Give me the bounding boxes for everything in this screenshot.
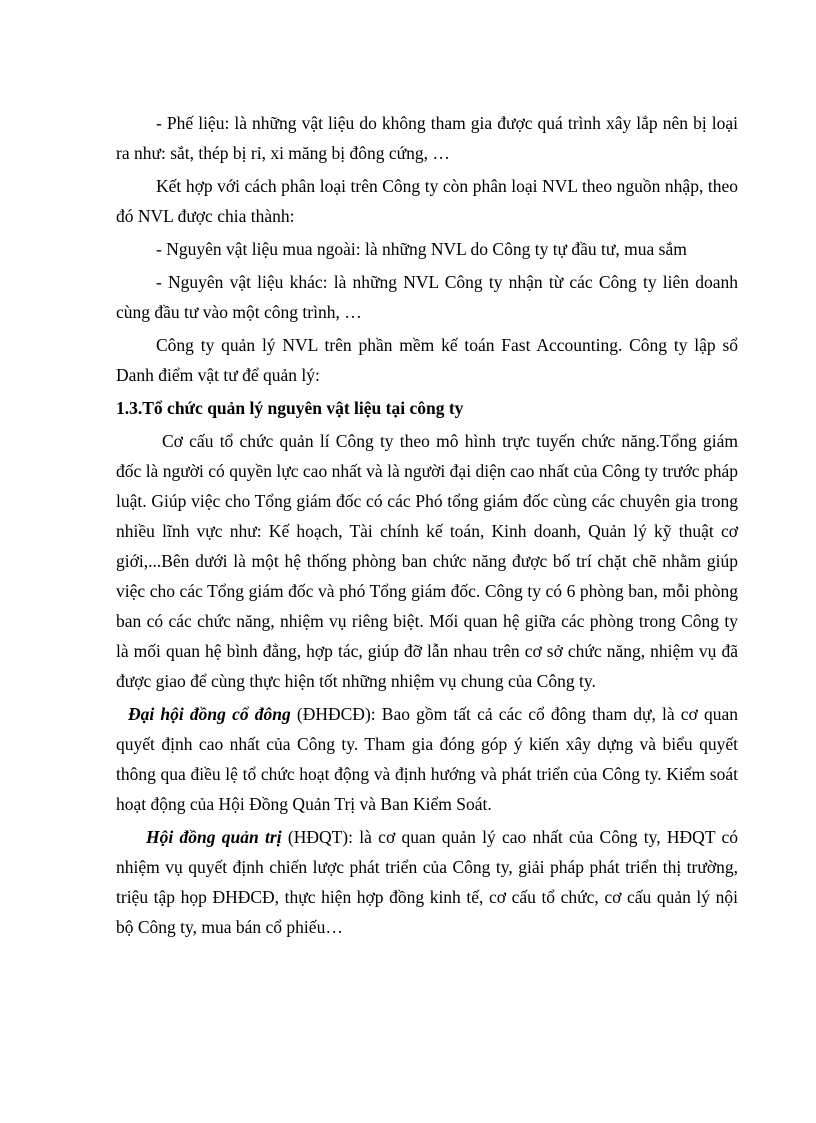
paragraph-nvl-khac: - Nguyên vật liệu khác: là những NVL Công ty nhận từ các Công ty liên doanh cùng đầu tư vào một công trình, … xyxy=(116,272,738,322)
paragraph-co-cau-to-chuc: Cơ cấu tổ chức quản lí Công ty theo mô hình trực tuyến chức năng.Tổng giám đốc là người có quyền lực cao nhất và là người đại diện cao nhất của Công ty trước pháp luật. Giúp việc cho Tổng giám đốc có các Phó tổng giám đốc cùng các chuyên gia trong nhiều lĩnh vực như: Kế hoạch, Tài chính kế toán, Kinh doanh, Quản lý kỹ thuật cơ giới,...Bên dưới là một hệ thống phòng ban chức năng được bố trí chặt chẽ nhằm giúp việc cho các Tổng giám đốc và phó Tổng giám đốc. Công ty có 6 phòng ban, mỗi phòng ban có các chức năng, nhiệm vụ riêng biệt. Mối quan hệ giữa các phòng trong Công ty là mối quan hệ bình đẳng, hợp tác, giúp đỡ lẫn nhau trên cơ sở chức năng, nhiệm vụ đã được giao để cùng thực hiện tốt những nhiệm vụ chung của Công ty. xyxy=(116,431,738,691)
document-page xyxy=(116,108,738,945)
paragraph-hoi-dong-quan-tri xyxy=(116,822,738,942)
term-dai-hoi-dong-co-dong: Đại hội đồng cổ đông xyxy=(128,704,291,724)
paragraph-dai-hoi-dong-co-dong xyxy=(116,699,738,819)
paragraph-phe-lieu: - Phế liệu: là những vật liệu do không tham gia được quá trình xây lắp nên bị loại ra như: sắt, thép bị rỉ, xi măng bị đông cứng, … xyxy=(116,113,738,163)
paragraph-phan-loai: Kết hợp với cách phân loại trên Công ty còn phân loại NVL theo nguồn nhập, theo đó NVL được chia thành: xyxy=(116,176,738,226)
paragraph-nvl-mua-ngoai: - Nguyên vật liệu mua ngoài: là những NVL do Công ty tự đầu tư, mua sắm xyxy=(156,239,687,259)
term-hoi-dong-quan-tri: Hội đồng quản trị xyxy=(146,827,282,847)
text-hoi-dong-quan-tri: (HĐQT): là cơ quan quản lý cao nhất của Công ty, HĐQT có nhiệm vụ quyết định chiến lược phát triển của Công ty, giải pháp phát triển thị trường, triệu tập họp ĐHĐCĐ, thực hiện hợp đồng kinh tế, cơ cấu tổ chức, cơ cấu quản lý nội bộ Công ty, mua bán cổ phiếu… xyxy=(116,827,738,937)
section-heading: 1.3.Tổ chức quản lý nguyên vật liệu tại công ty xyxy=(116,398,464,418)
paragraph-quan-ly-nvl: Công ty quản lý NVL trên phần mềm kế toán Fast Accounting. Công ty lập sổ Danh điểm vật tư để quản lý: xyxy=(116,335,738,385)
text-dai-hoi-dong-co-dong: (ĐHĐCĐ): Bao gồm tất cả các cổ đông tham dự, là cơ quan quyết định cao nhất của Công ty. Tham gia đóng góp ý kiến xây dựng và biểu quyết thông qua điều lệ tổ chức hoạt động và định hướng và phát triển của Công ty. Kiểm soát hoạt động của Hội Đồng Quản Trị và Ban Kiểm Soát. xyxy=(116,704,738,814)
